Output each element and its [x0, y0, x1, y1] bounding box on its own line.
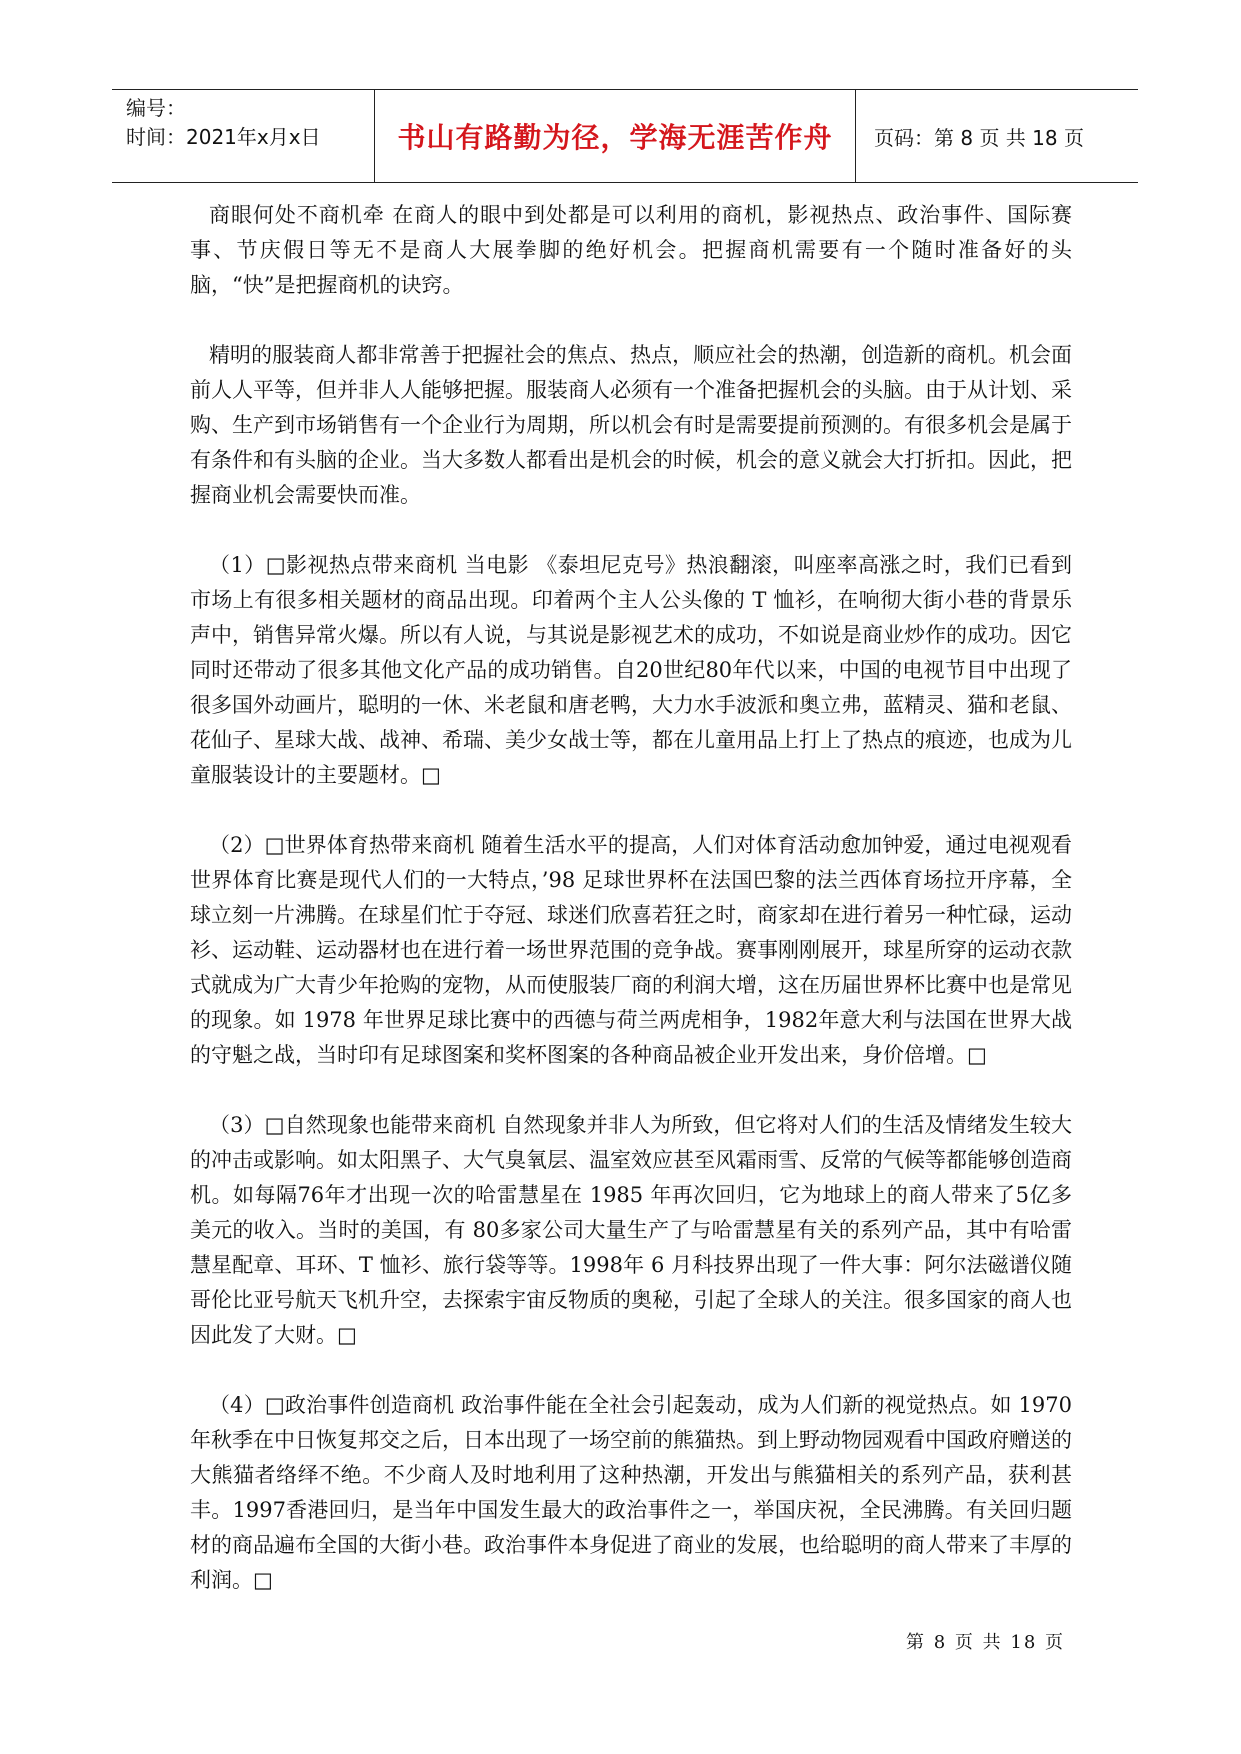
page-footer-number: 第 8 页 共 18 页 — [906, 1632, 1065, 1653]
document-number-label: 编号： — [126, 96, 186, 120]
document-time-label: 时间：2021年x月x日 — [126, 125, 321, 149]
page-header — [112, 89, 1138, 183]
header-motto: 书山有路勤为径，学海无涯苦作舟 — [375, 90, 856, 182]
paragraph-natural-phenomena: （3）□自然现象也能带来商机 自然现象并非人为所致，但它将对人们的生活及情绪发生较大的冲击或影响。如太阳黑子、大气臭氧层、温室效应甚至风霜雨雪、反常的气候等都能够创造商机。如每隔76年才出现一次的哈雷慧星在 1985 年再次回归，它为地球上的商人带来了5亿多美元的收入。当时的美国，有 80多家公司大量生产了与哈雷慧星有关的系列产品，其中有哈雷慧星配章、耳环、T 恤衫、旅行袋等等。1998年 6 月科技界出现了一件大事：阿尔法磁谱仪随哥伦比亚号航天飞机升空，去探索宇宙反物质的奥秘，引起了全球人的关注。很多国家的商人也因此发了大财。□ — [190, 1113, 1072, 1347]
document-body — [190, 198, 1072, 1633]
paragraph-opportunity: 精明的服装商人都非常善于把握社会的焦点、热点，顺应社会的热潮，创造新的商机。机会面前人人平等，但并非人人能够把握。服装商人必须有一个准备把握机会的头脑。由于从计划、采购、生产到市场销售有一个企业行为周期，所以机会有时是需要提前预测的。有很多机会是属于有条件和有头脑的企业。当大多数人都看出是机会的时候，机会的意义就会大打折扣。因此，把握商业机会需要快而准。 — [190, 343, 1072, 507]
header-page-indicator: 页码：第 8 页 共 18 页 — [874, 125, 1084, 150]
paragraph-film-hotspot: （1）□影视热点带来商机 当电影 《泰坦尼克号》热浪翻滚，叫座率高涨之时，我们已看到市场上有很多相关题材的商品出现。印着两个主人公头像的 T 恤衫，在响彻大街小巷的背景乐声中，销售异常火爆。所以有人说，与其说是影视艺术的成功，不如说是商业炒作的成功。因它同时还带动了很多其他文化产品的成功销售。自20世纪80年代以来，中国的电视节目中出现了很多国外动画片，聪明的一休、米老鼠和唐老鸭，大力水手波派和奥立弗，蓝精灵、猫和老鼠、花仙子、星球大战、战神、希瑞、美少女战士等，都在儿童用品上打上了热点的痕迹，也成为儿童服装设计的主要题材。□ — [190, 553, 1072, 787]
paragraph-political-events: （4）□政治事件创造商机 政治事件能在全社会引起轰动，成为人们新的视觉热点。如 1970年秋季在中日恢复邦交之后，日本出现了一场空前的熊猫热。到上野动物园观看中国政府赠送的大熊猫者络绎不绝。不少商人及时地利用了这种热潮，开发出与熊猫相关的系列产品，获利甚丰。1997香港回归，是当年中国发生最大的政治事件之一，举国庆祝，全民沸腾。有关回归题材的商品遍布全国的大街小巷。政治事件本身促进了商业的发展，也给聪明的商人带来了丰厚的利润。□ — [190, 1393, 1072, 1592]
header-meta — [112, 90, 375, 182]
paragraph-intro: 商眼何处不商机牵 在商人的眼中到处都是可以利用的商机，影视热点、政治事件、国际赛事、节庆假日等无不是商人大展拳脚的绝好机会。把握商机需要有一个随时准备好的头脑，“快”是把握商机的诀窍。 — [190, 203, 1072, 297]
paragraph-sports-hotspot: （2）□世界体育热带来商机 随着生活水平的提高，人们对体育活动愈加钟爱，通过电视观看世界体育比赛是现代人们的一大特点，’98 足球世界杯在法国巴黎的法兰西体育场拉开序幕，全球立刻一片沸腾。在球星们忙于夺冠、球迷们欣喜若狂之时，商家却在进行着另一种忙碌，运动衫、运动鞋、运动器材也在进行着一场世界范围的竞争战。赛事刚刚展开，球星所穿的运动衣款式就成为广大青少年抢购的宠物，从而使服装厂商的利润大增，这在历届世界杯比赛中也是常见的现象。如 1978 年世界足球比赛中的西德与荷兰两虎相争，1982年意大利与法国在世界大战的守魁之战，当时印有足球图案和奖杯图案的各种商品被企业开发出来，身价倍增。□ — [190, 833, 1072, 1067]
